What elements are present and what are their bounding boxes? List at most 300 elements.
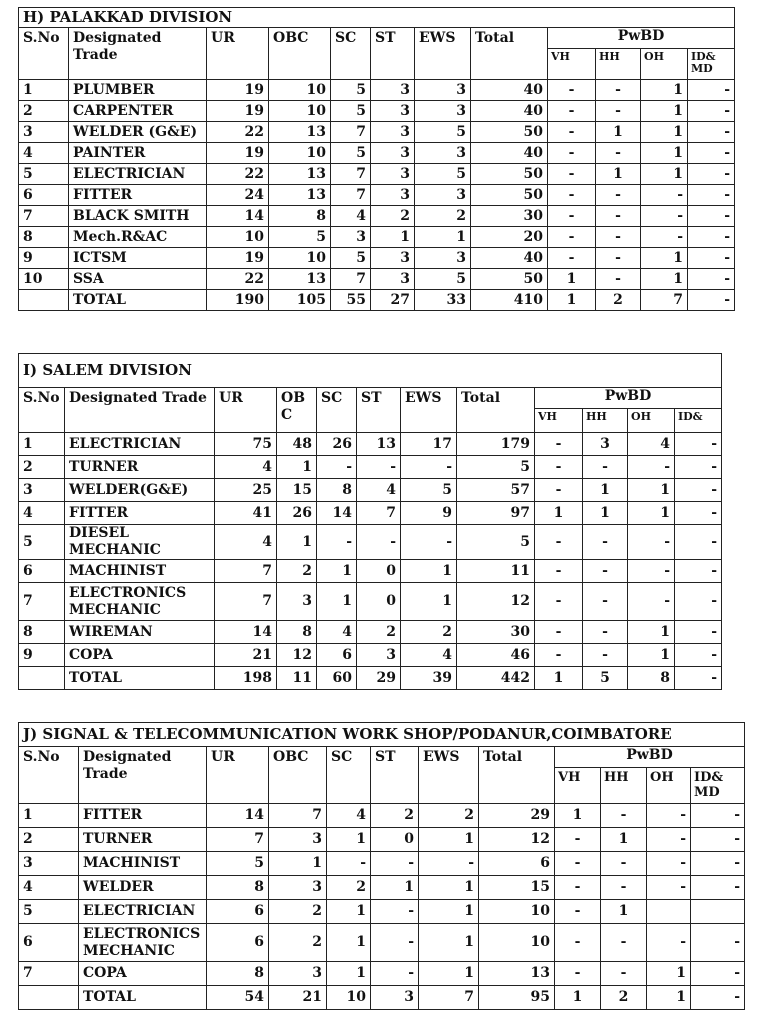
cell-idmd: - bbox=[675, 479, 722, 502]
cell-trade: DIESEL MECHANIC bbox=[65, 525, 215, 560]
cell-ur: 25 bbox=[215, 479, 277, 502]
cell-idmd: - bbox=[675, 525, 722, 560]
cell-ur: 22 bbox=[207, 269, 269, 290]
cell-ews: 7 bbox=[419, 986, 479, 1010]
cell-ews: 5 bbox=[401, 479, 457, 502]
cell-sc: 1 bbox=[327, 900, 371, 924]
cell-sno bbox=[19, 986, 79, 1010]
cell-oh: - bbox=[647, 828, 691, 852]
cell-vh: - bbox=[548, 143, 596, 164]
cell-vh: - bbox=[535, 644, 583, 667]
cell-idmd: - bbox=[675, 502, 722, 525]
cell-st: - bbox=[371, 962, 419, 986]
cell-ur: 19 bbox=[207, 248, 269, 269]
podanur-rows bbox=[19, 804, 745, 1010]
cell-st: 3 bbox=[357, 644, 401, 667]
cell-sno: 8 bbox=[19, 621, 65, 644]
cell-total: 40 bbox=[471, 80, 548, 101]
table-row bbox=[19, 852, 745, 876]
cell-trade: SSA bbox=[69, 269, 207, 290]
header-pwbd: PwBD bbox=[555, 747, 745, 768]
cell-oh bbox=[647, 900, 691, 924]
cell-sc: 4 bbox=[317, 621, 357, 644]
header-trade: Designated Trade bbox=[79, 747, 207, 804]
cell-st: 29 bbox=[357, 667, 401, 690]
cell-st: - bbox=[357, 456, 401, 479]
cell-trade: WELDER(G&E) bbox=[65, 479, 215, 502]
cell-idmd: - bbox=[691, 876, 745, 900]
cell-st: 2 bbox=[371, 206, 415, 227]
header-sc: SC bbox=[317, 388, 357, 433]
cell-idmd: - bbox=[688, 80, 735, 101]
cell-sno: 9 bbox=[19, 644, 65, 667]
cell-hh: - bbox=[596, 143, 641, 164]
cell-trade: ELECTRONICS MECHANIC bbox=[65, 583, 215, 621]
table-row bbox=[19, 456, 722, 479]
cell-vh: - bbox=[535, 456, 583, 479]
cell-total: 40 bbox=[471, 143, 548, 164]
cell-sno: 2 bbox=[19, 101, 69, 122]
cell-ews: 33 bbox=[415, 290, 471, 311]
cell-ews: 2 bbox=[419, 804, 479, 828]
cell-hh: - bbox=[583, 560, 628, 583]
cell-sno: 6 bbox=[19, 560, 65, 583]
cell-total: 97 bbox=[457, 502, 535, 525]
cell-obc: 10 bbox=[269, 143, 331, 164]
cell-total: 50 bbox=[471, 164, 548, 185]
cell-oh: 1 bbox=[641, 164, 688, 185]
cell-total: 6 bbox=[479, 852, 555, 876]
cell-oh: - bbox=[647, 804, 691, 828]
cell-sno: 1 bbox=[19, 804, 79, 828]
cell-oh: - bbox=[641, 206, 688, 227]
cell-trade: FITTER bbox=[79, 804, 207, 828]
cell-oh: 1 bbox=[628, 621, 675, 644]
cell-vh: 1 bbox=[555, 986, 601, 1010]
header-hh: HH bbox=[601, 768, 647, 804]
cell-obc: 21 bbox=[269, 986, 327, 1010]
cell-vh: - bbox=[535, 583, 583, 621]
cell-idmd: - bbox=[691, 852, 745, 876]
salem-rows bbox=[19, 433, 722, 690]
header-hh: HH bbox=[583, 409, 628, 433]
cell-total: 179 bbox=[457, 433, 535, 456]
cell-trade: WELDER (G&E) bbox=[69, 122, 207, 143]
cell-trade: ICTSM bbox=[69, 248, 207, 269]
cell-hh: 1 bbox=[601, 900, 647, 924]
cell-idmd: - bbox=[688, 185, 735, 206]
cell-ews: 3 bbox=[415, 248, 471, 269]
cell-oh: - bbox=[647, 876, 691, 900]
cell-ur: 19 bbox=[207, 101, 269, 122]
cell-ur: 41 bbox=[215, 502, 277, 525]
cell-ur: 22 bbox=[207, 164, 269, 185]
cell-ews: 1 bbox=[419, 924, 479, 962]
cell-sno: 2 bbox=[19, 456, 65, 479]
cell-trade: ELECTRICIAN bbox=[65, 433, 215, 456]
table-row bbox=[19, 479, 722, 502]
cell-sc: 6 bbox=[317, 644, 357, 667]
table-row bbox=[19, 804, 745, 828]
header-sno: S.No bbox=[19, 28, 69, 80]
salem-table bbox=[18, 353, 722, 690]
cell-trade: PAINTER bbox=[69, 143, 207, 164]
cell-trade: BLACK SMITH bbox=[69, 206, 207, 227]
table-row bbox=[19, 502, 722, 525]
cell-ur: 14 bbox=[207, 804, 269, 828]
cell-st: 3 bbox=[371, 80, 415, 101]
cell-ur: 6 bbox=[207, 900, 269, 924]
cell-sc: 3 bbox=[331, 227, 371, 248]
cell-ur: 22 bbox=[207, 122, 269, 143]
cell-oh: - bbox=[647, 852, 691, 876]
cell-ur: 7 bbox=[207, 828, 269, 852]
header-st: ST bbox=[357, 388, 401, 433]
table-row bbox=[19, 621, 722, 644]
cell-idmd: - bbox=[675, 560, 722, 583]
cell-sno: 5 bbox=[19, 164, 69, 185]
cell-st: 3 bbox=[371, 143, 415, 164]
section-salem bbox=[18, 353, 722, 690]
cell-obc: 48 bbox=[277, 433, 317, 456]
cell-total: 5 bbox=[457, 525, 535, 560]
cell-sno: 7 bbox=[19, 583, 65, 621]
cell-ur: 6 bbox=[207, 924, 269, 962]
cell-st: - bbox=[357, 525, 401, 560]
cell-sc: 5 bbox=[331, 80, 371, 101]
header-pwbd: PwBD bbox=[535, 388, 722, 409]
cell-sc: 7 bbox=[331, 185, 371, 206]
cell-vh: - bbox=[535, 621, 583, 644]
cell-ews: - bbox=[401, 456, 457, 479]
cell-st: 7 bbox=[357, 502, 401, 525]
cell-hh: - bbox=[583, 621, 628, 644]
header-sno: S.No bbox=[19, 388, 65, 433]
cell-total: 410 bbox=[471, 290, 548, 311]
table-row bbox=[19, 185, 735, 206]
header-total: Total bbox=[479, 747, 555, 804]
header-ur: UR bbox=[207, 28, 269, 80]
cell-ur: 198 bbox=[215, 667, 277, 690]
cell-obc: 13 bbox=[269, 269, 331, 290]
header-hh: HH bbox=[596, 49, 641, 80]
cell-sc: 7 bbox=[331, 269, 371, 290]
cell-sno: 1 bbox=[19, 433, 65, 456]
cell-total: 20 bbox=[471, 227, 548, 248]
cell-obc: 3 bbox=[269, 962, 327, 986]
cell-obc: 2 bbox=[269, 924, 327, 962]
cell-obc: 2 bbox=[277, 560, 317, 583]
cell-obc: 13 bbox=[269, 185, 331, 206]
cell-sno: 3 bbox=[19, 479, 65, 502]
cell-hh: - bbox=[596, 269, 641, 290]
table-row bbox=[19, 560, 722, 583]
cell-vh: - bbox=[548, 80, 596, 101]
cell-obc: 7 bbox=[269, 804, 327, 828]
cell-total: 12 bbox=[457, 583, 535, 621]
header-ur: UR bbox=[207, 747, 269, 804]
header-st: ST bbox=[371, 28, 415, 80]
cell-st: 3 bbox=[371, 248, 415, 269]
cell-vh: - bbox=[548, 227, 596, 248]
cell-sc: 1 bbox=[327, 962, 371, 986]
cell-oh: - bbox=[628, 456, 675, 479]
header-idmd: ID& bbox=[675, 409, 722, 433]
cell-idmd: - bbox=[675, 621, 722, 644]
cell-hh: - bbox=[583, 583, 628, 621]
cell-sno: 8 bbox=[19, 227, 69, 248]
header-idmd: ID& MD bbox=[688, 49, 735, 80]
header-sno: S.No bbox=[19, 747, 79, 804]
cell-sc: 1 bbox=[317, 560, 357, 583]
cell-hh: 2 bbox=[596, 290, 641, 311]
cell-sc: 14 bbox=[317, 502, 357, 525]
cell-trade: WELDER bbox=[79, 876, 207, 900]
header-trade: Designated Trade bbox=[69, 28, 207, 80]
table-row bbox=[19, 101, 735, 122]
cell-st: 3 bbox=[371, 269, 415, 290]
cell-st: - bbox=[371, 900, 419, 924]
cell-idmd: - bbox=[688, 143, 735, 164]
cell-sno: 4 bbox=[19, 876, 79, 900]
cell-ur: 14 bbox=[207, 206, 269, 227]
header-total: Total bbox=[471, 28, 548, 80]
table-row bbox=[19, 164, 735, 185]
cell-hh: 3 bbox=[583, 433, 628, 456]
cell-hh: - bbox=[601, 876, 647, 900]
cell-vh: 1 bbox=[548, 269, 596, 290]
table-row bbox=[19, 924, 745, 962]
cell-idmd: - bbox=[691, 962, 745, 986]
cell-hh: - bbox=[596, 101, 641, 122]
cell-ews: 39 bbox=[401, 667, 457, 690]
cell-oh: - bbox=[647, 924, 691, 962]
cell-sc: 8 bbox=[317, 479, 357, 502]
cell-hh: - bbox=[596, 227, 641, 248]
cell-hh: 5 bbox=[583, 667, 628, 690]
cell-ews: 1 bbox=[415, 227, 471, 248]
cell-hh: - bbox=[583, 456, 628, 479]
cell-oh: 1 bbox=[641, 143, 688, 164]
cell-ur: 8 bbox=[207, 876, 269, 900]
cell-obc: 11 bbox=[277, 667, 317, 690]
cell-hh: - bbox=[596, 206, 641, 227]
cell-hh: 1 bbox=[596, 164, 641, 185]
cell-idmd: - bbox=[688, 248, 735, 269]
cell-ews: 3 bbox=[415, 80, 471, 101]
cell-idmd: - bbox=[691, 924, 745, 962]
cell-vh: - bbox=[555, 876, 601, 900]
cell-idmd bbox=[691, 900, 745, 924]
header-total: Total bbox=[457, 388, 535, 433]
cell-sc: 4 bbox=[331, 206, 371, 227]
cell-ur: 5 bbox=[207, 852, 269, 876]
cell-idmd: - bbox=[691, 828, 745, 852]
cell-ews: 3 bbox=[415, 101, 471, 122]
header-trade: Designated Trade bbox=[65, 388, 215, 433]
cell-ur: 24 bbox=[207, 185, 269, 206]
cell-total: 50 bbox=[471, 122, 548, 143]
cell-hh: 1 bbox=[583, 502, 628, 525]
cell-hh: - bbox=[601, 852, 647, 876]
cell-st: - bbox=[371, 852, 419, 876]
cell-oh: 1 bbox=[641, 101, 688, 122]
cell-total: 46 bbox=[457, 644, 535, 667]
cell-hh: 1 bbox=[596, 122, 641, 143]
cell-oh: 1 bbox=[647, 962, 691, 986]
cell-total: 11 bbox=[457, 560, 535, 583]
cell-trade: TOTAL bbox=[65, 667, 215, 690]
header-vh: VH bbox=[555, 768, 601, 804]
cell-ur: 19 bbox=[207, 80, 269, 101]
table-row bbox=[19, 269, 735, 290]
cell-ur: 4 bbox=[215, 525, 277, 560]
cell-ews: 5 bbox=[415, 269, 471, 290]
cell-vh: - bbox=[535, 433, 583, 456]
cell-obc: 5 bbox=[269, 227, 331, 248]
cell-idmd: - bbox=[691, 986, 745, 1010]
total-row bbox=[19, 986, 745, 1010]
header-obc: OBC bbox=[269, 28, 331, 80]
cell-sc: - bbox=[317, 456, 357, 479]
cell-hh: - bbox=[596, 185, 641, 206]
cell-total: 442 bbox=[457, 667, 535, 690]
cell-vh: 1 bbox=[548, 290, 596, 311]
table-row bbox=[19, 962, 745, 986]
cell-trade: CARPENTER bbox=[69, 101, 207, 122]
cell-sc: 4 bbox=[327, 804, 371, 828]
cell-idmd: - bbox=[688, 290, 735, 311]
cell-oh: - bbox=[628, 583, 675, 621]
cell-ur: 54 bbox=[207, 986, 269, 1010]
cell-idmd: - bbox=[675, 433, 722, 456]
cell-total: 30 bbox=[457, 621, 535, 644]
palakkad-table bbox=[18, 7, 735, 311]
cell-oh: - bbox=[628, 525, 675, 560]
cell-trade: TURNER bbox=[79, 828, 207, 852]
cell-obc: 15 bbox=[277, 479, 317, 502]
cell-st: 0 bbox=[357, 583, 401, 621]
cell-trade: COPA bbox=[79, 962, 207, 986]
cell-sno bbox=[19, 290, 69, 311]
cell-st: - bbox=[371, 924, 419, 962]
cell-oh: 1 bbox=[647, 986, 691, 1010]
header-sc: SC bbox=[331, 28, 371, 80]
cell-obc: 12 bbox=[277, 644, 317, 667]
cell-obc: 13 bbox=[269, 164, 331, 185]
cell-hh: 2 bbox=[601, 986, 647, 1010]
cell-st: 4 bbox=[357, 479, 401, 502]
cell-ews: 5 bbox=[415, 122, 471, 143]
cell-oh: 7 bbox=[641, 290, 688, 311]
cell-hh: - bbox=[583, 644, 628, 667]
cell-total: 13 bbox=[479, 962, 555, 986]
cell-idmd: - bbox=[688, 122, 735, 143]
cell-oh: 4 bbox=[628, 433, 675, 456]
cell-obc: 8 bbox=[269, 206, 331, 227]
cell-oh: - bbox=[641, 185, 688, 206]
cell-vh: 1 bbox=[555, 804, 601, 828]
cell-st: 13 bbox=[357, 433, 401, 456]
cell-sc: - bbox=[317, 525, 357, 560]
table-row bbox=[19, 433, 722, 456]
cell-vh: - bbox=[548, 122, 596, 143]
cell-vh: - bbox=[548, 164, 596, 185]
header-ews: EWS bbox=[415, 28, 471, 80]
cell-st: 1 bbox=[371, 876, 419, 900]
cell-ews: 1 bbox=[401, 583, 457, 621]
cell-sc: 1 bbox=[327, 828, 371, 852]
cell-sno: 5 bbox=[19, 900, 79, 924]
cell-vh: 1 bbox=[535, 502, 583, 525]
cell-ews: 1 bbox=[419, 876, 479, 900]
cell-oh: 8 bbox=[628, 667, 675, 690]
cell-trade: PLUMBER bbox=[69, 80, 207, 101]
cell-total: 50 bbox=[471, 185, 548, 206]
cell-sno: 10 bbox=[19, 269, 69, 290]
cell-oh: 1 bbox=[628, 644, 675, 667]
cell-hh: 1 bbox=[583, 479, 628, 502]
cell-ews: - bbox=[401, 525, 457, 560]
cell-ews: 2 bbox=[415, 206, 471, 227]
cell-ews: 1 bbox=[419, 900, 479, 924]
cell-idmd: - bbox=[688, 227, 735, 248]
cell-trade: TURNER bbox=[65, 456, 215, 479]
cell-ur: 19 bbox=[207, 143, 269, 164]
header-pwbd: PwBD bbox=[548, 28, 735, 49]
table-row bbox=[19, 828, 745, 852]
table-row bbox=[19, 525, 722, 560]
cell-sno: 3 bbox=[19, 122, 69, 143]
cell-total: 29 bbox=[479, 804, 555, 828]
cell-oh: - bbox=[628, 560, 675, 583]
table-row bbox=[19, 227, 735, 248]
cell-hh: - bbox=[601, 962, 647, 986]
cell-trade: ELECTRICIAN bbox=[79, 900, 207, 924]
cell-sno: 9 bbox=[19, 248, 69, 269]
cell-st: 3 bbox=[371, 101, 415, 122]
cell-st: 3 bbox=[371, 122, 415, 143]
cell-sno: 7 bbox=[19, 206, 69, 227]
cell-sc: 5 bbox=[331, 248, 371, 269]
cell-ews: 1 bbox=[419, 828, 479, 852]
cell-obc: 10 bbox=[269, 80, 331, 101]
header-sc: SC bbox=[327, 747, 371, 804]
header-idmd: ID& MD bbox=[691, 768, 745, 804]
cell-sc: 10 bbox=[327, 986, 371, 1010]
cell-trade: MACHINIST bbox=[79, 852, 207, 876]
header-st: ST bbox=[371, 747, 419, 804]
cell-total: 15 bbox=[479, 876, 555, 900]
cell-sno: 3 bbox=[19, 852, 79, 876]
cell-vh: - bbox=[535, 525, 583, 560]
cell-hh: - bbox=[596, 80, 641, 101]
cell-idmd: - bbox=[688, 206, 735, 227]
cell-vh: - bbox=[548, 206, 596, 227]
cell-sc: - bbox=[327, 852, 371, 876]
cell-sc: 5 bbox=[331, 143, 371, 164]
cell-trade: FITTER bbox=[65, 502, 215, 525]
cell-oh: 1 bbox=[641, 269, 688, 290]
section-podanur bbox=[18, 722, 745, 1010]
cell-total: 12 bbox=[479, 828, 555, 852]
cell-sc: 1 bbox=[317, 583, 357, 621]
cell-obc: 10 bbox=[269, 101, 331, 122]
cell-obc: 8 bbox=[277, 621, 317, 644]
cell-vh: - bbox=[548, 101, 596, 122]
cell-trade: ELECTRICIAN bbox=[69, 164, 207, 185]
cell-vh: - bbox=[555, 852, 601, 876]
